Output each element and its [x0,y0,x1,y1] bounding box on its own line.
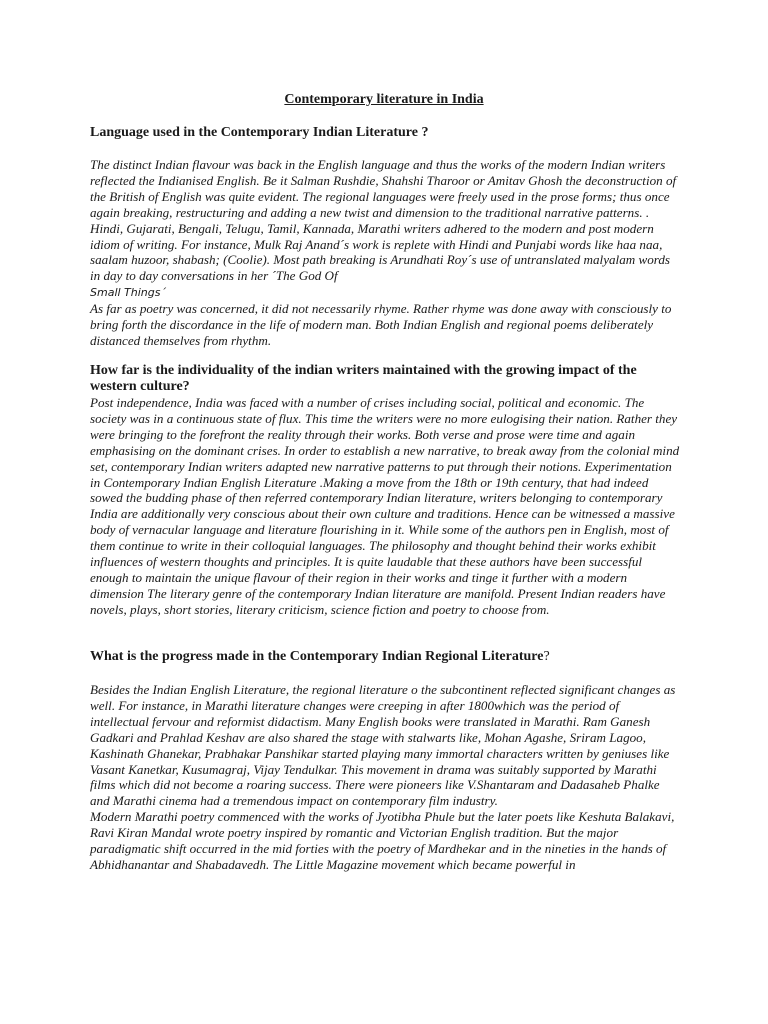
section-heading: How far is the individuality of the indian writers maintained with the growing impact of the western culture? [90,363,637,394]
section-language [90,125,680,141]
page-title: Contemporary literature in India [284,92,484,107]
section-heading: Language used in the Contemporary Indian Literature ? [90,125,429,140]
section-regional-body [90,682,680,873]
paragraph: Post independence, India was faced with a number of crises including social, political and economic. The society was in a continuous state of flux. This time the writers were no more eulogising their nation. Rather they were bringing to the forefront the reality through their works. Both verse and prose were time and again emphasising on the dominant crises. In order to establish a new narrative, to break away from the colonial mind set, contemporary Indian writers adapted new narrative patterns to put through their notions. Experimentation in Contemporary Indian English Literature .Making a move from the 18th or 19th century, that had indeed sowed the budding phase of then referred contemporary Indian literature, writers belonging to contemporary India are additionally very conscious about their own culture and traditions. Hence can be witnessed a massive body of vernacular language and literature flourishing in it. While some of the authors pen in English, most of them continue to write in their colloquial languages. The philosophy and thought behind their works exhibit influences of western thoughts and principles. It is quite laudable that these authors have been successful enough to maintain the unique flavour of their region in their works and tinge it further with a modern dimension The literary genre of the contemporary Indian literature are manifold. Present Indian readers have novels, plays, short stories, literary criticism, science fiction and poetry to choose from. [90,395,680,617]
section-regional [90,649,680,665]
section-language-body [90,157,680,349]
paragraph-tail: Small Things´ [90,286,166,300]
paragraph: Modern Marathi poetry commenced with the works of Jyotibha Phule but the later poets like Keshuta Balakavi, Ravi Kiran Mandal wrote poetry inspired by romantic and Victorian English tradition. But the major paradigmatic shift occurred in the mid forties with the poetry of Mardhekar and in the nineties in the hands of Abhidhanantar and Shabadavedh. The Little Magazine movement which became powerful in [90,809,675,872]
paragraph: As far as poetry was concerned, it did not necessarily rhyme. Rather rhyme was done away with consciously to bring forth the discordance in the life of modern man. Both Indian English and regional poems deliberately distanced themselves from rhythm. [90,301,672,348]
paragraph: Besides the Indian English Literature, the regional literature o the subcontinent reflected significant changes as well. For instance, in Marathi literature changes were creeping in after 1800which was the period of intellectual fervour and reformist didactism. Many English books were translated in Marathi. Ram Ganesh Gadkari and Prahlad Keshav are also shared the stage with stalwarts like, Mohan Agashe, Sriram Lagoo, Kashinath Ghanekar, Prabhakar Panshikar started playing many immortal characters written by geniuses like Vasant Kanetkar, Kusumagraj, Vijay Tendulkar. This movement in drama was suitably supported by Marathi films which did not become a roaring success. There were pioneers like V.Shantaram and Dadasaheb Phalke and Marathi cinema had a tremendous impact on contemporary film industry. [90,682,676,809]
paragraph: The distinct Indian flavour was back in the English language and thus the works of the modern Indian writers reflected the Indianised English. Be it Salman Rushdie, Shahshi Tharoor or Amitav Ghosh the deconstruction of the British of English was quite evident. The regional languages were freely used in the prose forms; thus once again breaking, restructuring and adding a new twist and dimension to the traditional narrative patterns. . Hindi, Gujarati, Bengali, Telugu, Tamil, Kannada, Marathi writers adhered to the modern and post modern idiom of writing. For instance, Mulk Raj Anand´s work is replete with Hindi and Punjabi words like haa naa, saalam huzoor, shabash; (Coolie). Most path breaking is Arundhati Roy´s use of untranslated malyalam words in day to day conversations in her ´The God Of [90,157,677,284]
section-heading: What is the progress made in the Contemporary Indian Regional Literature? [90,649,550,664]
section-individuality [90,363,680,618]
